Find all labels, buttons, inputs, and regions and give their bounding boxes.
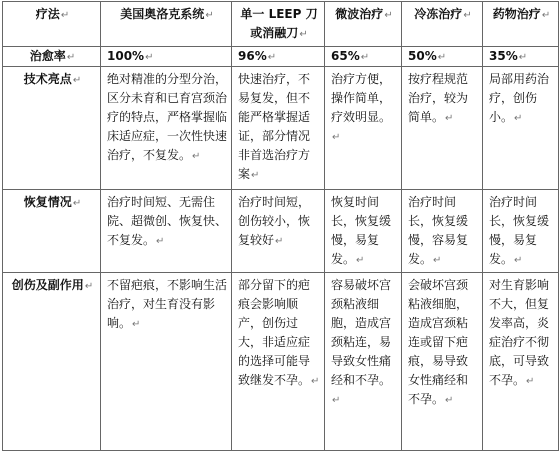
injury-text: 不留疤痕，不影响生活治疗，对生育没有影响。↵ — [101, 273, 232, 451]
injury-text: 会破坏宫颈粘液细胞，造成宫颈粘连或留下疤痕，易导致女性痛经和不孕。↵ — [402, 273, 483, 451]
injury-text: 容易破坏宫颈粘液细胞，造成宫颈粘连，易导致女性痛经和不孕。↵ — [325, 273, 402, 451]
injury-text: 部分留下的疤痕会影响顺产，创伤过大，非适应症的选择可能导致继发不孕。↵ — [232, 273, 325, 451]
header-leep-cell: 单一 LEEP 刀或消融刀↵ — [232, 2, 325, 47]
injury-row — [3, 273, 559, 451]
cure-rate-value: 96%↵ — [232, 47, 325, 67]
cure-rate-value: 65%↵ — [325, 47, 402, 67]
cure-rate-value: 35%↵ — [483, 47, 559, 67]
header-row — [3, 2, 559, 47]
header-cryo-cell: 冷冻治疗↵ — [402, 2, 483, 47]
recovery-text: 治疗时间长，恢复缓慢，容易复发。↵ — [402, 190, 483, 273]
tech-highlight-text: 绝对精准的分型分治，区分未育和已育宫颈治疗的特点，严格掌握临床适应症，一次性快速治疗，不复发。↵ — [101, 67, 232, 190]
recovery-text: 治疗时间短，创伤较小，恢复较好↵ — [232, 190, 325, 273]
recovery-row — [3, 190, 559, 273]
cure-rate-label: 治愈率↵ — [3, 47, 101, 67]
cure-rate-value: 100%↵ — [101, 47, 232, 67]
injury-label: 创伤及副作用↵ — [3, 273, 101, 451]
comparison-table — [2, 1, 559, 451]
header-microwave-cell: 微波治疗↵ — [325, 2, 402, 47]
tech-highlight-text: 按疗程规范治疗，较为简单。↵ — [402, 67, 483, 190]
tech-highlight-row — [3, 67, 559, 190]
cure-rate-value: 50%↵ — [402, 47, 483, 67]
tech-highlight-text: 快速治疗，不易复发，但不能严格掌握适证，部分情况非首选治疗方案↵ — [232, 67, 325, 190]
tech-highlight-text: 治疗方便，操作简单，疗效明显。↵ — [325, 67, 402, 190]
recovery-text: 恢复时间长，恢复缓慢，易复发。↵ — [325, 190, 402, 273]
cure-rate-row — [3, 47, 559, 67]
header-method-cell: 疗法↵ — [3, 2, 101, 47]
header-drug-cell: 药物治疗↵ — [483, 2, 559, 47]
injury-text: 对生育影响不大，但复发率高，炎症治疗不彻底，可导致不孕。↵ — [483, 273, 559, 451]
tech-highlight-text: 局部用药治疗，创伤小。↵ — [483, 67, 559, 190]
recovery-label: 恢复情况↵ — [3, 190, 101, 273]
recovery-text: 治疗时间短、无需住院、超微创、恢复快、不复发。↵ — [101, 190, 232, 273]
recovery-text: 治疗时间长，恢复缓慢，易复发。↵ — [483, 190, 559, 273]
header-aoluoke-cell: 美国奥洛克系统↵ — [101, 2, 232, 47]
tech-highlight-label: 技术亮点↵ — [3, 67, 101, 190]
